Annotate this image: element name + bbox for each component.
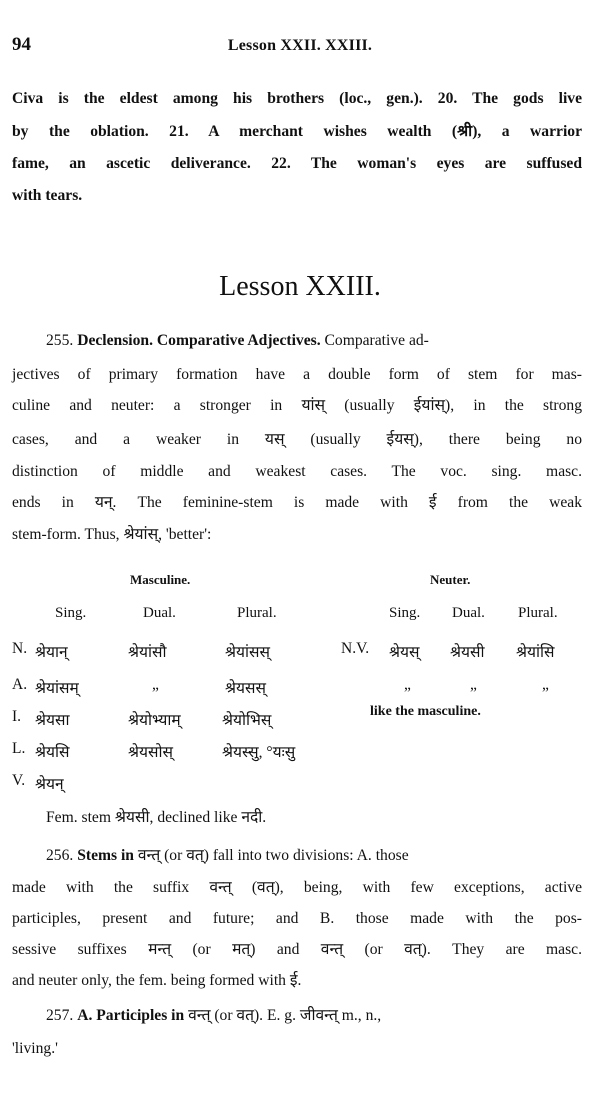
case-label: V. [12, 772, 26, 789]
masc-plural-form: श्रेयोभिस् [222, 712, 272, 729]
section-255-line: culine and neuter: a stronger in यांस् (usually ईयांस्), in the strong [12, 397, 582, 414]
section-255-line: ends in यन्. The feminine-stem is made with ई from the weak [12, 494, 582, 511]
section-257-line: 'living.' [12, 1040, 58, 1057]
carryover-line-4: with tears. [12, 187, 83, 204]
section-heading: Declension. Comparative Adjectives. [77, 332, 321, 349]
section-255-line: jectives of primary formation have a double form of stem for mas- [12, 366, 582, 383]
neut-ditto: „ [542, 676, 549, 693]
running-title: Lesson XXII. XXIII. [227, 37, 373, 54]
case-label: L. [12, 740, 26, 757]
case-label: I. [12, 708, 22, 725]
fem-stem-line: Fem. stem श्रेयसी, declined like नदी. [46, 809, 267, 826]
masc-dual-form: श्रेयसोस् [128, 744, 173, 761]
neuter-note: like the masculine. [370, 704, 481, 719]
masc-plural-form: श्रेयसस् [225, 680, 266, 697]
neut-plural-form: श्रेयांसि [516, 644, 555, 661]
masc-sing-form: श्रेयन् [35, 776, 64, 793]
section-255-line: distinction of middle and weakest cases. The voc. sing. masc. [12, 463, 582, 480]
carryover-line-3: fame, an ascetic deliverance. 22. The woman's eyes are suffused [12, 155, 582, 172]
section-255-line: cases, and a weaker in यस् (usually ईयस्), there being no [12, 431, 582, 448]
lesson-title: Lesson XXIII. [219, 271, 381, 302]
neut-col-plural: Plural. [518, 605, 558, 621]
section-number: 257. [46, 1007, 74, 1024]
masc-sing-form: श्रेयांसम् [35, 680, 79, 697]
case-label: A. [12, 676, 28, 693]
carryover-line-2: by the oblation. 21. A merchant wishes wealth (श्री), a warrior [12, 123, 582, 140]
masc-sing-form: श्रेयसा [35, 712, 70, 729]
page-number: 94 [12, 34, 31, 55]
neut-dual-form: श्रेयसी [450, 644, 485, 661]
masculine-label: Masculine. [130, 572, 191, 587]
masc-plural-form: श्रेयांसस् [225, 644, 270, 661]
masc-sing-form: श्रेयसि [35, 744, 70, 761]
masc-col-dual: Dual. [143, 605, 176, 621]
section-number: 256. [46, 847, 74, 864]
masc-col-sing: Sing. [55, 605, 87, 621]
section-number: 255. [46, 332, 74, 349]
masc-dual-form: श्रेयांसौ [128, 644, 167, 661]
section-255-line: stem-form. Thus, श्रेयांस्, 'better': [12, 526, 212, 543]
neuter-case-label: N.V. [341, 640, 370, 657]
neut-col-sing: Sing. [389, 605, 421, 621]
section-256-line: and neuter only, the fem. being formed with ई. [12, 972, 302, 989]
section-heading: Stems in [77, 847, 134, 864]
neut-ditto: „ [404, 676, 411, 693]
masc-dual-form: श्रेयोभ्याम् [128, 712, 181, 729]
section-text: वन्त् (or वत्) fall into two divisions: A. those [137, 847, 409, 864]
section-heading: A. Participles in [77, 1007, 185, 1024]
masc-col-plural: Plural. [237, 605, 277, 621]
neut-ditto: „ [470, 676, 477, 693]
section-256-line: participles, present and future; and B. those made with the pos- [12, 910, 582, 927]
neut-col-dual: Dual. [452, 605, 485, 621]
neuter-label: Neuter. [430, 572, 471, 587]
section-255-first-line [46, 333, 582, 349]
section-text: Comparative ad- [324, 332, 429, 349]
section-256-line: made with the suffix वन्त् (वत्), being, with few exceptions, active [12, 879, 582, 896]
case-label: N. [12, 640, 28, 657]
section-256-line: sessive suffixes मन्त् (or मत्) and वन्त् (or वत्). They are masc. [12, 941, 582, 958]
section-256-first-line [46, 848, 582, 864]
neut-sing-form: श्रेयस् [389, 644, 420, 661]
carryover-line-1: Civa is the eldest among his brothers (loc., gen.). 20. The gods live [12, 90, 582, 107]
masc-dual-ditto: „ [152, 676, 159, 693]
section-257-first-line [46, 1008, 582, 1024]
masc-sing-form: श्रेयान् [35, 644, 68, 661]
section-text: वन्त् (or वत्). E. g. जीवन्त् m., n., [188, 1007, 382, 1024]
masc-plural-form: श्रेयस्सु, °यःसु [222, 744, 296, 761]
